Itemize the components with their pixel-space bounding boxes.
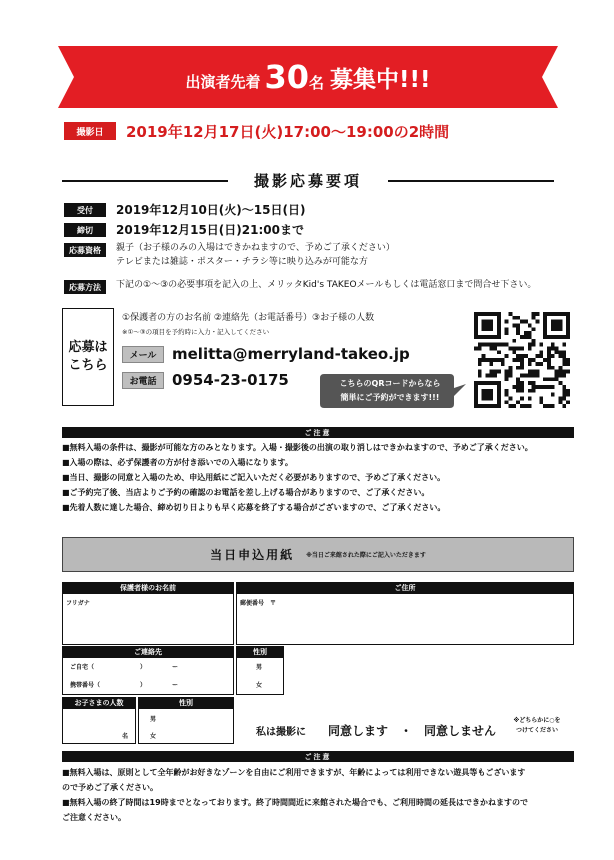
info-row-method: [64, 278, 564, 294]
form-header: [62, 537, 574, 572]
guardian-name-header: 保護者様のお名前: [62, 582, 234, 593]
mobile-phone-label: 携帯番号（: [70, 682, 101, 689]
apply-box-line: 応募は: [68, 340, 108, 355]
consent-disagree-option[interactable]: 同意しません: [424, 724, 497, 738]
heading-rule-left: [62, 180, 228, 182]
tel-tag: お電話: [122, 372, 164, 389]
mobile-phone-paren: ）: [140, 682, 147, 689]
recruit-banner: [58, 46, 558, 108]
note-line: ご注意ください。: [62, 813, 126, 822]
gender-header: 性別: [236, 646, 284, 657]
notes-list: [62, 440, 582, 515]
form-subtitle: ※当日ご来館された際にご記入いただきます: [306, 552, 426, 559]
home-phone-dash: ー: [172, 664, 179, 671]
consent-prefix: 私は撮影に: [256, 727, 306, 738]
mobile-phone-dash: ー: [172, 682, 179, 689]
mail-tag: メール: [122, 346, 164, 363]
notes-list-2: [62, 765, 582, 825]
qr-code-icon[interactable]: [474, 312, 570, 408]
eligibility-line: テレビまたは雑誌・ポスター・チラシ等に映り込みが可能な方: [116, 257, 368, 267]
info-row-deadline: [64, 221, 564, 238]
apply-box-line: こちら: [68, 358, 108, 373]
note-line: ■無料入場の条件は、撮影が可能な方のみとなります。入場・撮影後の出演の取り消しはできかねますので、予めご了承ください。: [62, 443, 533, 452]
banner-number: 30: [264, 58, 310, 96]
note-line: ■無料入場の終了時間は19時までとなっております。終了時間間近に来館された場合でも、ご利用時間の延長はできかねますので: [62, 798, 529, 807]
info-value: 2019年12月10日(火)〜15日(日): [116, 203, 306, 217]
section-heading: [62, 170, 554, 190]
home-phone-label: ご自宅（: [70, 664, 95, 671]
notes-header: ご注意: [62, 427, 574, 438]
apply-items: ①保護者の方のお名前 ②連絡先（お電話番号）③お子様の人数: [122, 313, 375, 323]
tel-row: [122, 371, 289, 389]
note-line: ■先着人数に達した場合、締め切り日よりも早く応募を終了する場合がございますので、ご了承ください。: [62, 503, 446, 512]
shoot-date-text: 2019年12月17日(火)17:00〜19:00の2時間: [126, 122, 450, 141]
consent-note: [502, 716, 572, 736]
banner-unit: 名: [309, 73, 325, 92]
gender-male[interactable]: 男: [256, 664, 263, 671]
consent-separator: ・: [400, 724, 413, 738]
info-value: 2019年12月15日(日)21:00まで: [116, 223, 304, 237]
address-header: ご住所: [236, 582, 574, 593]
contact-header: ご連絡先: [62, 646, 234, 657]
note-line: ので予めご了承ください。: [62, 783, 158, 792]
info-tag: 応募資格: [64, 243, 106, 257]
info-value: 下記の①〜③の必要事項を記入の上、メリッタKid's TAKEOメールもしくは電話窓口まで問合せ下さい。: [116, 280, 537, 290]
banner-prefix: 出演者先着: [185, 72, 261, 91]
banner-main: 募集中!!!: [330, 66, 431, 93]
tel-number-link[interactable]: 0954-23-0175: [172, 371, 289, 389]
section-title: 撮影応募要項: [253, 172, 362, 190]
form-title: 当日申込用紙: [210, 548, 295, 562]
consent-note-line: ※どちらかに○を: [513, 717, 561, 724]
apply-here-box: [62, 308, 114, 406]
note-line: ■ご予約完了後、当店よりご予約の確認のお電話を差し上げる場合がありますので、ご了承ください。: [62, 488, 430, 497]
children-count-header: お子さまの人数: [62, 697, 136, 708]
shoot-date-row: [64, 120, 564, 142]
children-count-unit: 名: [122, 733, 129, 740]
mail-address-link[interactable]: melitta@merryland-takeo.jp: [172, 345, 410, 363]
address-field[interactable]: [236, 593, 574, 645]
child-gender-female[interactable]: 女: [150, 733, 157, 740]
bubble-line: 簡単にご予約ができます!!!: [340, 393, 440, 402]
heading-rule-right: [388, 180, 554, 182]
apply-note: ※①〜③の項目を予約時に入力・記入してください: [122, 328, 270, 336]
mail-row: [122, 345, 410, 363]
consent-row: [256, 722, 496, 739]
qr-speech-bubble: [320, 374, 466, 408]
notes-header-2: ご注意: [62, 751, 574, 762]
note-line: ■当日、撮影の同意と入場のため、申込用紙にご記入いただく必要がありますので、予めご了承ください。: [62, 473, 446, 482]
info-row-eligibility: [64, 241, 564, 269]
info-tag: 受付: [64, 203, 106, 217]
child-gender-male[interactable]: 男: [150, 716, 157, 723]
eligibility-line: 親子（お子様のみの入場はできかねますので、予めご了承ください）: [116, 243, 395, 253]
note-line: ■無料入場は、原則として全年齢がお好きなゾーンを自由にご利用できますが、年齢によっては利用できない遊具等もございます: [62, 768, 526, 777]
home-phone-paren: ）: [140, 664, 147, 671]
postal-label: 郵便番号 〒: [240, 600, 277, 607]
info-tag: 締切: [64, 223, 106, 237]
child-gender-header: 性別: [138, 697, 234, 708]
gender-female[interactable]: 女: [256, 682, 263, 689]
info-row-reception: [64, 201, 564, 218]
furigana-label: フリガナ: [66, 600, 90, 607]
info-tag: 応募方法: [64, 280, 106, 294]
shoot-date-tag: 撮影日: [64, 122, 116, 140]
consent-note-line: つけてください: [515, 727, 558, 734]
note-line: ■入場の際は、必ず保護者の方が付き添いでの入場になります。: [62, 458, 293, 467]
bubble-line: こちらのQRコードからなら: [339, 379, 441, 388]
consent-agree-option[interactable]: 同意します: [328, 724, 389, 738]
